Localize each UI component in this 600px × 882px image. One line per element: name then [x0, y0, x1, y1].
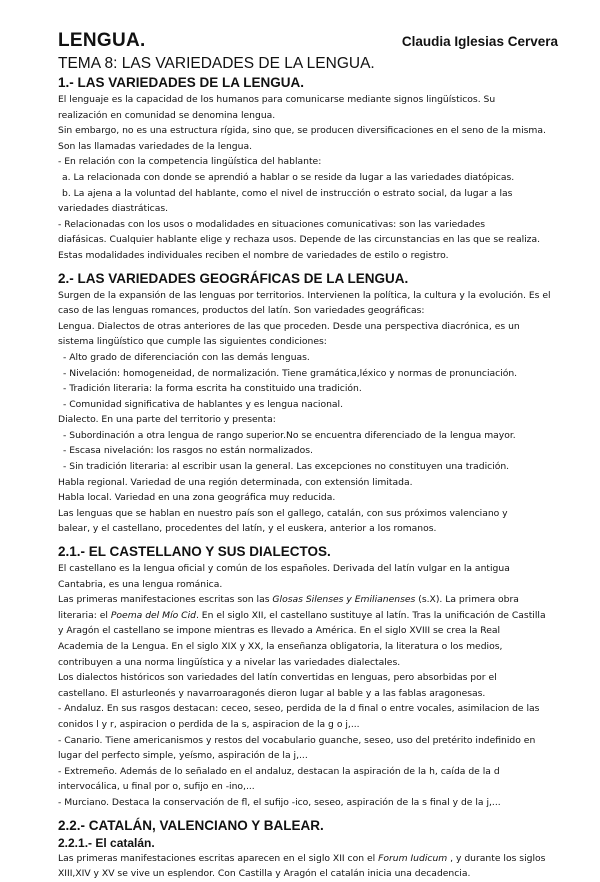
text-run: , y durante los siglos [447, 852, 546, 864]
list-item: - Sin tradición literaria: al escribir usan la general. Las excepciones no constituyen una tradición. [63, 461, 510, 473]
subject-title: LENGUA. [58, 30, 146, 51]
list-item: a. La relacionada con donde se aprendió a hablar o se reside da lugar a las variedades diatópicas. [62, 171, 515, 183]
paragraph-line [58, 592, 558, 608]
topic-title: TEMA 8: LAS VARIEDADES DE LA LENGUA. [58, 55, 375, 72]
paragraph-line: Habla local. Variedad en una zona geográfica muy reducida. [58, 492, 336, 504]
paragraph-line: intervocálica, u final por o, sufijo en -ino,... [58, 781, 255, 793]
paragraph-line: - Canario. Tiene americanismos y restos del vocabulario guanche, seseo, uso del pretérito indefinido en [58, 734, 536, 746]
paragraph-line: - Andaluz. En sus rasgos destacan: ceceo, seseo, perdida de la d final o entre vocales, asimilacion de las [58, 703, 540, 715]
list-item: b. La ajena a la voluntad del hablante, como el nivel de instrucción o estrato social, da lugar a las [62, 187, 513, 199]
paragraph-line: - Relacionadas con los usos o modalidades en situaciones comunicativas: son las variedades [58, 218, 486, 230]
paragraph-line: Lengua. Dialectos de otras anteriores de las que proceden. Desde una perspectiva diacrónica, es un [58, 320, 520, 332]
list-item: - Comunidad significativa de hablantes y es lengua nacional. [63, 398, 344, 410]
paragraph-line: conidos l y r, aspiracion o perdida de la s, aspiracion de la g o j,... [58, 718, 360, 730]
paragraph-line: lugar del perfecto simple, yeísmo, aspiración de la j,... [58, 750, 308, 762]
section-heading-2-2: 2.2.- CATALÁN, VALENCIANO Y BALEAR. [58, 817, 324, 833]
section-heading-1: 1.- LAS VARIEDADES DE LA LENGUA. [58, 75, 305, 90]
section-heading-2-1: 2.1.- EL CASTELLANO Y SUS DIALECTOS. [58, 544, 331, 560]
paragraph-line: contribuyen a una norma lingüística y a nivelar las variedades dialectales. [58, 656, 401, 668]
paragraph-line: Dialecto. En una parte del territorio y presenta: [58, 414, 276, 426]
paragraph-line: balear, y el castellano, procedentes del latín, y el euskera, anterior a los romanos. [58, 523, 437, 535]
document-page [58, 30, 558, 882]
author-name: Claudia Iglesias Cervera [401, 34, 558, 49]
section-heading-2: 2.- LAS VARIEDADES GEOGRÁFICAS DE LA LENGUA. [58, 270, 409, 286]
paragraph-line: Cantabria, es una lengua románica. [58, 578, 223, 590]
paragraph-line: diafásicas. Cualquier hablante elige y rechaza usos. Depende de las circunstancias en las que se realiza. [58, 234, 541, 246]
paragraph-line: El lenguaje es la capacidad de los humanos para comunicarse mediante signos lingüísticos. Su [58, 94, 496, 105]
paragraph-line: - Murciano. Destaca la conservación de fl, el sufijo -ico, seseo, aspiración de la s final y de la j,... [58, 796, 501, 808]
italic-title: Poema del Mío Cid [110, 609, 196, 621]
list-item: - Subordinación a otra lengua de rango superior.No se encuentra diferenciado de la lengua mayor. [63, 429, 516, 441]
document-header [58, 30, 558, 54]
paragraph-line: - En relación con la competencia lingüística del hablante: [58, 156, 322, 168]
text-run: (s.X). La primera obra [415, 594, 519, 606]
paragraph-line [58, 851, 558, 867]
paragraph-line: Son las llamadas variedades de la lengua. [58, 140, 253, 152]
paragraph-line: - Extremeño. Además de lo señalado en el andaluz, destacan la aspiración de la h, caída de la d [58, 765, 500, 777]
paragraph-line: El castellano es la lengua oficial y común de los españoles. Derivada del latín vulgar en la antigua [58, 563, 510, 575]
paragraph-line [58, 608, 558, 624]
paragraph-line: Las lenguas que se hablan en nuestro país son el gallego, catalán, con sus próximos valenciano y [58, 507, 508, 519]
paragraph-line: Estas modalidades individuales reciben el nombre de variedades de estilo o registro. [58, 249, 449, 261]
paragraph-line: Academia de la Lengua. En el siglo XIX y XX, la enseñanza obligatoria, la literatura o los medios, [58, 641, 503, 652]
paragraph-line: Los dialectos históricos son variedades del latín convertidas en lenguas, pero absorbidas por el [58, 672, 497, 684]
text-run: literaria: el [58, 609, 111, 621]
paragraph-line: Habla regional. Variedad de una región determinada, con extensión limitada. [58, 476, 413, 488]
list-item: - Alto grado de diferenciación con las demás lenguas. [63, 351, 310, 363]
paragraph-line: caso de las lenguas romances, productos del latín. Son variedades geográficas: [58, 305, 425, 317]
paragraph-line: XIII,XIV y XV se vive un esplendor. Con Castilla y Aragón el catalán inicia una decadencia. [58, 868, 471, 880]
paragraph-line: Sin embargo, no es una estructura rígida, sino que, se producen diversificaciones en el seno de la misma. [58, 125, 546, 137]
italic-title: Forum Iudicum [378, 852, 448, 864]
list-item: - Tradición literaria: la forma escrita ha constituido una tradición. [63, 383, 362, 395]
text-run: . En el siglo XII, el castellano sustituye al latín. Tras la unificación de Castilla [195, 609, 546, 621]
paragraph-line: Surgen de la expansión de las lenguas por territorios. Intervienen la política, la cultura y la evolución. Es el [58, 289, 551, 301]
italic-title: Glosas Silenses y Emilianenses [272, 594, 416, 606]
paragraph-line: sistema lingüístico que cumple las siguientes condiciones: [58, 336, 327, 348]
text-run: Las primeras manifestaciones escritas aparecen en el siglo XII con el [58, 852, 379, 864]
paragraph-line: realización en comunidad se denomina lengua. [58, 109, 276, 121]
list-item: - Escasa nivelación: los rasgos no están normalizados. [63, 445, 313, 457]
paragraph-line: castellano. El asturleonés y navarroaragonés dieron lugar al bable y a las fablas aragonesas. [58, 687, 486, 699]
paragraph-line: variedades diastráticas. [58, 203, 169, 215]
list-item: - Nivelación: homogeneidad, de normalización. Tiene gramática,léxico y normas de pronunciación. [63, 367, 518, 379]
subsection-heading-2-2-1: 2.2.1.- El catalán. [58, 835, 155, 850]
paragraph-line: y Aragón el castellano se impone mientras es llevado a América. En el siglo XVIII se crea la Real [58, 625, 501, 637]
text-run: Las primeras manifestaciones escritas son las [58, 594, 273, 606]
